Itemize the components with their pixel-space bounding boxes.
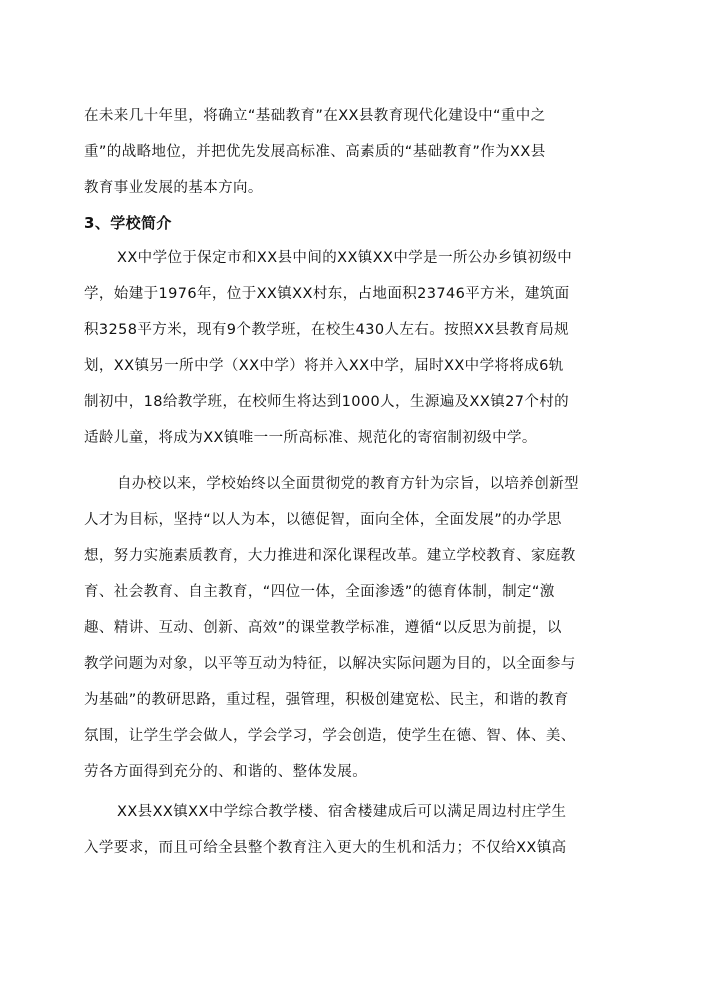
paragraph-2-line-4: 育、社会教育、自主教育，“四位一体，全面渗透”的德育体制，制定“激: [84, 584, 555, 600]
paragraph-2-line-5: 趣、精讲、互动、创新、高效”的课堂教学标准，遵循“以反思为前提，以: [84, 620, 562, 636]
intro-line-1: 在未来几十年里，将确立“基础教育”在XX县教育现代化建设中“重中之: [84, 108, 546, 124]
intro-line-2: 重”的战略地位，并把优先发展高标准、高素质的“基础教育”作为XX县: [84, 144, 546, 160]
paragraph-2-line-7: 为基础”的教研思路，重过程，强管理，积极创建宽松、民主，和谐的教育: [84, 692, 569, 708]
paragraph-1-line-5: 制初中，18给教学班，在校师生将达到1000人，生源遍及XX镇27个村的: [84, 394, 570, 410]
paragraph-1-line-4: 划，XX镇另一所中学（XX中学）将并入XX中学，届时XX中学将将成6轨: [84, 358, 564, 374]
paragraph-1-line-6: 适龄儿童，将成为XX镇唯一一所高标准、规范化的寄宿制初级中学。: [84, 430, 537, 446]
paragraph-1-line-3: 积3258平方米，现有9个教学班，在校生430人左右。按照XX县教育局规: [84, 322, 570, 338]
paragraph-2-line-9: 劳各方面得到充分的、和谐的、整体发展。: [84, 764, 368, 780]
paragraph-2-line-6: 教学问题为对象，以平等互动为特征，以解决实际问题为目的，以全面参与: [84, 656, 576, 672]
paragraph-2-line-3: 想，努力实施素质教育，大力推进和深化课程改革。建立学校教育、家庭教: [84, 548, 576, 564]
paragraph-2-line-8: 氛围，让学生学会做人，学会学习，学会创造，使学生在德、智、体、美、: [84, 728, 576, 744]
section-heading: 3、学校简介: [84, 214, 172, 232]
paragraph-2-line-1: 自办校以来，学校始终以全面贯彻党的教育方针为宗旨，以培养创新型: [117, 476, 579, 492]
paragraph-1-line-1: XX中学位于保定市和XX县中间的XX镇XX中学是一所公办乡镇初级中: [117, 250, 573, 266]
intro-line-3: 教育事业发展的基本方向。: [84, 180, 263, 196]
paragraph-2-line-2: 人才为目标，坚持“以人为本，以德促智，面向全体，全面发展”的办学思: [84, 512, 562, 528]
paragraph-3-line-2: 入学要求，而且可给全县整个教育注入更大的生机和活力；不仅给XX镇高: [84, 840, 567, 856]
paragraph-1-line-2: 学，始建于1976年，位于XX镇XX村东，占地面积23746平方米，建筑面: [84, 286, 570, 302]
paragraph-3-line-1: XX县XX镇XX中学综合教学楼、宿舍楼建成后可以满足周边村庄学生: [117, 804, 567, 820]
